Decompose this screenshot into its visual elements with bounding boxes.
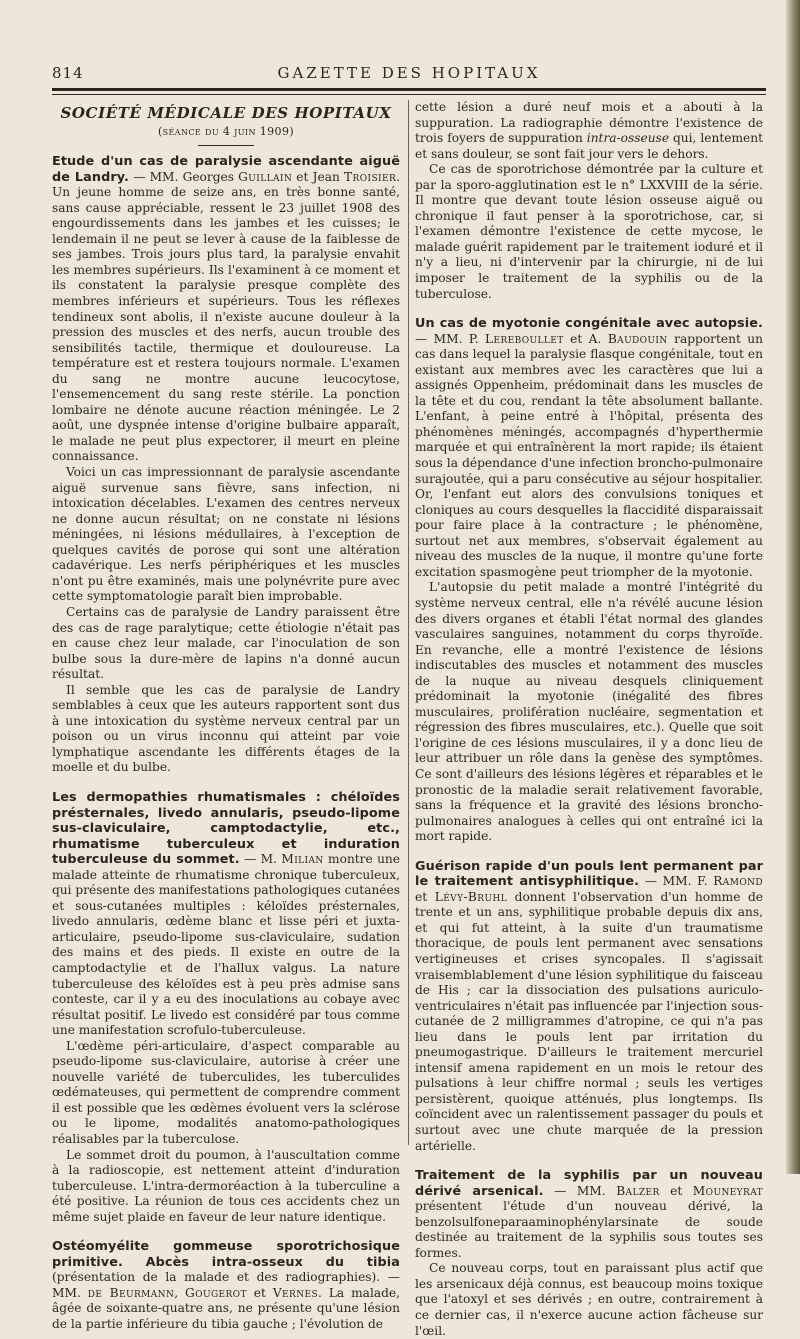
- journal-title: GAZETTE DES HOPITAUX: [277, 64, 541, 82]
- article-title: Un cas de myotonie congénitale avec autopsie.: [415, 316, 763, 332]
- article-paragraph: [52, 790, 400, 1039]
- article-paragraph: Il semble que les cas de paralysie de Landry semblables à ceux que les auteurs rapportent sont dus à une intoxication du système nerveux central par un poison ou un virus inconnu qui atteint par voie lymphatique ascendante les différents étages de la moelle et du bulbe.: [52, 682, 400, 775]
- author-name: Balzer: [616, 1183, 660, 1198]
- author-name: Vernes: [272, 1285, 319, 1300]
- article-title: Traitement de la syphilis par un nouveau dérivé arsenical.: [415, 1168, 763, 1199]
- author-name: Gougerot: [185, 1285, 247, 1300]
- text-fragment: et: [415, 889, 435, 904]
- text-fragment: et A.: [563, 331, 608, 346]
- article-paragraph: L'autopsie du petit malade a montré l'intégrité du système nerveux central, elle n'a révélé aucune lésion des divers organes et établi l'état normal des glandes vasculaires sanguines, notamment du corps thyroïde. En revanche, elle a montré l'existence de lésions indiscutables des muscles et notamment des muscles de la nuque au niveau desquels cliniquement prédominait la myotonie (inégalité des fibres musculaires, prolifération nucléaire, segmentation et régression des fibres musculaires, etc.). Quelle que soit l'origine de ces lésions musculaires, il y a donc lieu de leur attribuer un rôle dans la genèse des symptômes. Ce sont d'ailleurs des lésions légères et réparables et le pronostic de la maladie serait relativement favorable, sans la fréquence et la gravité des lésions broncho-pulmonaires analogues à celles qui ont entraîné ici la mort rapide.: [415, 580, 763, 844]
- page-edge-shadow: [786, 0, 800, 1174]
- article-pouls-lent: [415, 859, 763, 1154]
- article-text: donnent l'observation d'un homme de trente et un ans, syphilitique probable depuis dix ans, et qui fut atteint, à la suite d'un traumatisme thoracique, de pouls lent permanent avec sensations vertigineuses et crises syncopales. Il s'agissait vraisemblablement d'une lésion syphilitique du faisceau de His ; car la dissociation des pulsations auriculo-ventriculaires n'était pas influencée par l'injection sous-cutanée de 2 milligrammes d'atropine, ce qui n'a pas lieu dans le pouls lent par irritation du pneumogastrique. D'ailleurs le traitement mercuriel intensif amena rapidement en un mois le retour des pulsations à leur chiffre normal ; seuls les vertiges persistèrent, quoique atténués, plus longtemps. Ils coïncident avec un ralentissement passager du pouls et surtout avec une chute marquée de la pression artérielle.: [415, 889, 764, 1153]
- article-paragraph: [52, 154, 400, 465]
- article-text: cette lésion a duré neuf mois et a abouti à la suppuration. La radiographie démontre l'existence de trois foyers de suppuration: [415, 100, 763, 146]
- header-rule-thick: [52, 88, 766, 91]
- header-rule-thin: [52, 94, 766, 95]
- session-date: (séance du 4 juin 1909): [157, 124, 295, 138]
- article-intro: — MM.: [543, 1183, 617, 1198]
- article-intro: — MM. F.: [639, 874, 714, 889]
- author-name: Milian: [281, 852, 324, 867]
- italic-term: intra-osseuse: [586, 131, 670, 146]
- article-text: . Un jeune homme de seize ans, en très bonne santé, sans cause appréciable, ressent le 23 juillet 1908 des engourdissements dans les jambes et les cuisses; le lendemain il ne peut se lever à cause de la faiblesse de ses jambes. Trois jours plus tard, la paralysie envahit les membres supérieurs. Ils l'examinent à ce moment et ils constatent la paralysie presque complète des membres inférieurs et supérieurs. Tous les réflexes tendineux sont abolis, il n'existe aucune douleur à la pression des muscles et des nerfs, aucun trouble des sensibilités tactile, thermique et douloureuse. La température est et restera toujours normale. L'examen du sang ne montre aucune leucocytose, l'ensemencement du sang reste stérile. La ponction lombaire ne dénote aucune réaction méningée. Le 2 août, une dyspnée intense d'origine bulbaire apparaît, le malade ne peut plus expectorer, il meurt en pleine connaissance.: [52, 169, 400, 464]
- article-dermopathies: [52, 790, 400, 1225]
- author-name: Lereboullet: [484, 331, 564, 346]
- article-intro: (présentation de la malade et des radiographies). — MM.: [52, 1270, 400, 1300]
- article-intro: — MM. Georges: [129, 169, 239, 184]
- article-paragraph: [415, 100, 763, 162]
- article-paragraph: Ce cas de sporotrichose démontrée par la culture et par la sporo-agglutination est le n° LXXVIII de la série. Il montre que devant toute lésion osseuse aiguë ou chronique il faut penser à la sporotrichose, car, si l'examen démontre l'existence de cette mycose, le malade guérit rapidement par le traitement ioduré et il n'y a lieu, ni d'intervenir par la chirurgie, ni de lui imposer le traitement de la syphilis ou de la tuberculose.: [415, 162, 763, 301]
- article-text: qui, lentement et sans douleur, se sont fait jour vers le dehors.: [415, 131, 763, 161]
- article-paragraph: [415, 859, 763, 1154]
- column-divider: [408, 100, 409, 1145]
- article-myotonie: [415, 316, 763, 845]
- article-osteomyelite: [52, 1239, 400, 1332]
- section-rule: [198, 145, 254, 146]
- text-fragment: et: [246, 1285, 273, 1300]
- article-paragraph: Certains cas de paralysie de Landry paraissent être des cas de rage paralytique; cette étiologie n'était pas en cause chez leur malade, car l'inoculation de son bulbe sous la dure-mère de lapins n'a donné aucun résultat.: [52, 604, 400, 682]
- article-landry: [52, 154, 400, 776]
- author-name: Baudouin: [607, 331, 668, 346]
- text-fragment: et: [659, 1183, 693, 1198]
- author-name: Guillain: [238, 169, 293, 184]
- article-intro: — M.: [239, 852, 282, 867]
- article-paragraph: L'œdème péri-articulaire, d'aspect comparable au pseudo-lipome sus-claviculaire, autorise à créer une nouvelle variété de tuberculides, les tuberculides œdémateuses, qui permettent de comprendre comment il est possible que les œdèmes évoluent vers la sclérose ou le lipome, modalités anatomo-pathologiques réalisables par la tuberculose.: [52, 1038, 400, 1146]
- article-paragraph: [415, 1168, 763, 1261]
- page-header: [52, 58, 766, 88]
- author-name: Ramond: [713, 874, 763, 889]
- article-title: Les dermopathies rhumatismales : chéloïdes présternales, livedo annularis, pseudo-lipome sus-claviculaire, camptodactylie, etc., rhumatisme tuberculeux et induration tuberculeuse du sommet.: [52, 789, 400, 868]
- author-name: Troisier: [344, 169, 397, 184]
- article-title: Guérison rapide d'un pouls lent permanent par le traitement antisyphilitique.: [415, 858, 763, 890]
- article-syphilis-arsenical: [415, 1168, 763, 1339]
- left-column: [52, 100, 400, 1333]
- author-name: de Beurmann: [87, 1285, 175, 1300]
- article-intro: — MM. P.: [415, 331, 485, 346]
- article-paragraph: Ce nouveau corps, tout en paraissant plus actif que les arsenicaux déjà connus, est beaucoup moins toxique que l'atoxyl et ses dérivés ; en outre, contrairement à ce dernier cas, il n'exerce aucune action fâcheuse sur l'œil.: [415, 1261, 763, 1338]
- author-name: Lévy-Bruhl: [434, 889, 508, 904]
- article-paragraph: Le sommet droit du poumon, à l'auscultation comme à la radioscopie, est nettement atteint d'induration tuberculeuse. L'intra-dermoréaction à la tuberculine a été positive. La réunion de tous ces accidents chez un même sujet plaide en faveur de leur nature identique.: [52, 1147, 400, 1224]
- text-fragment: ,: [174, 1285, 186, 1300]
- article-text: présentent l'étude d'un nouveau dérivé, la benzolsulfoneparaaminophénylarsinate de soude destinée au traitement de la syphilis sous toutes ses formes.: [415, 1199, 763, 1260]
- article-paragraph: [52, 1239, 400, 1332]
- article-paragraph: Voici un cas impressionnant de paralysie ascendante aiguë survenue sans fièvre, sans infection, ni intoxication décelables. L'examen des centres nerveux ne donne aucun résultat; on ne constate ni lésions méningées, ni lésions médullaires, à l'exception de quelques cavités de porose qui sont une altération cadavérique. Les nerfs périphériques et les muscles n'ont pu être examinés, mais une polynévrite pure avec cette symptomatologie paraît bien improbable.: [52, 465, 400, 604]
- right-column: [415, 100, 763, 1339]
- section-title: SOCIÉTÉ MÉDICALE DES HOPITAUX: [60, 104, 392, 122]
- author-name: Mouneyrat: [692, 1183, 764, 1198]
- page-number: 814: [52, 64, 84, 82]
- article-title: Etude d'un cas de paralysie ascendante aiguë de Landry.: [52, 154, 400, 185]
- article-paragraph: [415, 316, 763, 580]
- text-fragment: et Jean: [292, 169, 345, 184]
- article-osteomyelite-continued: [415, 100, 763, 302]
- article-text: rapportent un cas dans lequel la paralysie flasque congénitale, tout en existant aux membres avec les caractères que lui a assignés Oppenheim, prédominait dans les muscles de la tête et du cou, rendant la tête absolument ballante. L'enfant, à peine entré à l'hôpital, présenta des phénomènes méningés, accompagnés d'hyperthermie marquée et qui entraînèrent la mort rapide; ils étaient sous la dépendance d'une infection broncho-pulmonaire surajoutée, qui a paru consécutive au séjour hospitalier. Or, l'enfant eut alors des convulsions toniques et cloniques au cours desquelles la flaccidité disparaissait pour faire place à la contracture ; le phénomène, surtout net aux membres, s'observait également au niveau des muscles de la nuque, il montre qu'une forte excitation spasmogène peut triompher de la myotonie.: [415, 331, 763, 579]
- article-text: . La malade, âgée de soixante-quatre ans, ne présente qu'une lésion de la partie inférieure du tibia gauche ; l'évolution de: [52, 1285, 400, 1332]
- article-text: montre une malade atteinte de rhumatisme chronique tuberculeux, qui présente des manifestations pathologiques cutanées et sous-cutanées multiples : kéloïdes présternales, livedo annularis, œdème blanc et lisse péri et juxta-articulaire, pseudo-lipome sus-claviculaire, sudation des mains et des pieds. Il existe en outre de la camptodactylie et de l'hallux valgus. La nature tuberculeuse des kéloïdes est à peu près admise sans conteste, car il y a eu des inoculations au cobaye avec résultat positif. Le livedo est considéré par tous comme une manifestation scrofulo-tuberculeuse.: [52, 852, 400, 1038]
- article-title: Ostéomyélite gommeuse sporotrichosique primitive. Abcès intra-osseux du tibia: [52, 1239, 400, 1270]
